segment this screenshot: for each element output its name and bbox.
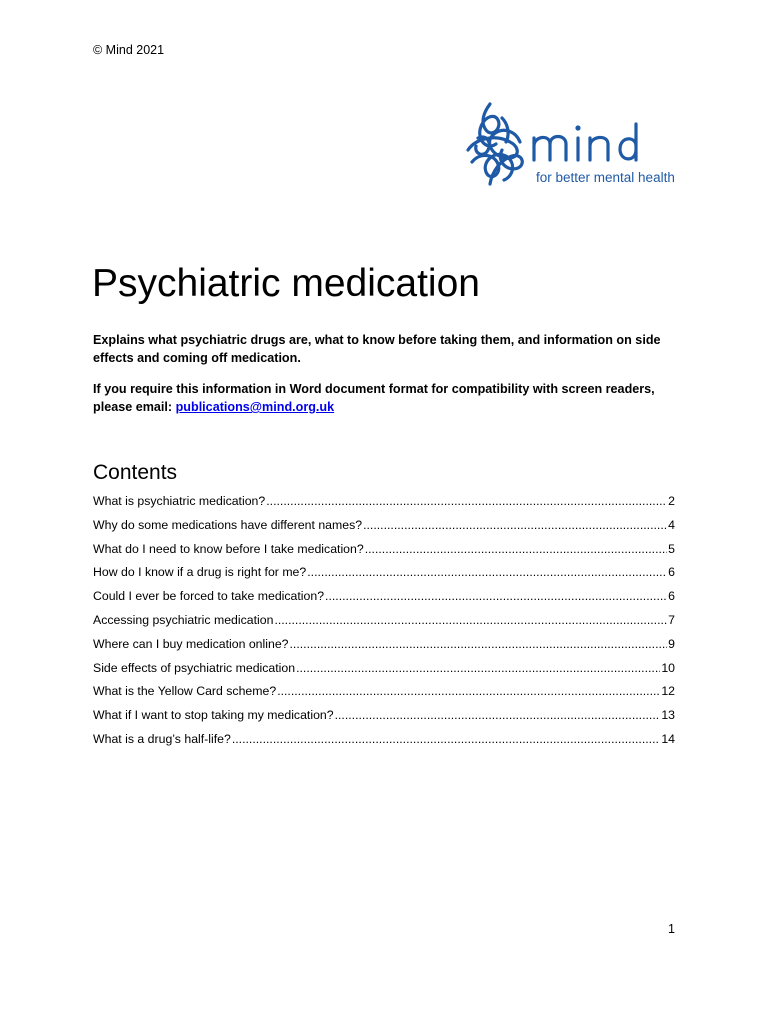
toc-entry-page: 12 [661, 684, 675, 699]
toc-entry-page: 4 [668, 517, 675, 532]
toc-entry-label: How do I know if a drug is right for me? [93, 565, 307, 580]
toc-leader-dots [232, 728, 660, 752]
toc-entry-label: What if I want to stop taking my medication? [93, 708, 334, 723]
toc-leader-dots [277, 680, 660, 704]
toc-entry[interactable] [93, 728, 675, 752]
toc-leader-dots [307, 561, 667, 585]
toc-entry-label: Could I ever be forced to take medication? [93, 589, 325, 604]
toc-entry[interactable] [93, 514, 675, 538]
toc-entry-page: 13 [661, 708, 675, 723]
intro-section [93, 331, 683, 429]
toc-leader-dots [266, 490, 667, 514]
toc-entry[interactable] [93, 680, 675, 704]
toc-entry-page: 6 [668, 589, 675, 604]
toc-entry-page: 10 [661, 660, 675, 675]
copyright-notice: © Mind 2021 [93, 43, 165, 57]
toc-entry-page: 7 [668, 612, 675, 627]
toc-entry[interactable] [93, 561, 675, 585]
toc-entry[interactable] [93, 585, 675, 609]
toc-leader-dots [296, 657, 660, 681]
mind-logo [462, 98, 678, 194]
toc-entry-label: What is psychiatric medication? [93, 494, 266, 508]
toc-entry-label: Why do some medications have different names? [93, 517, 363, 532]
toc-leader-dots [335, 704, 661, 728]
logo-tagline: for better mental health [536, 170, 675, 185]
toc-entry-label: What is the Yellow Card scheme? [93, 684, 277, 699]
toc-leader-dots [365, 538, 667, 562]
toc-entry[interactable] [93, 657, 675, 681]
toc-entry[interactable] [93, 633, 675, 657]
toc-entry-label: Where can I buy medication online? [93, 636, 289, 651]
toc-leader-dots [325, 585, 667, 609]
toc-leader-dots [363, 514, 667, 538]
contents-heading: Contents [93, 461, 178, 484]
accessibility-paragraph [93, 380, 683, 416]
toc-entry-page: 5 [668, 541, 675, 556]
toc-entry-page: 6 [668, 565, 675, 580]
toc-entry-label: What do I need to know before I take medication? [93, 541, 364, 556]
toc-leader-dots [274, 609, 667, 633]
toc-entry-label: Side effects of psychiatric medication [93, 660, 296, 675]
toc-entry-label: Accessing psychiatric medication [93, 612, 274, 627]
toc-entry-page: 14 [661, 731, 675, 746]
toc-entry[interactable] [93, 704, 675, 728]
toc-entry-page: 9 [668, 636, 675, 651]
intro-paragraph: Explains what psychiatric drugs are, what to know before taking them, and information on side effects and coming off medication. [93, 333, 661, 365]
toc-entry[interactable] [93, 609, 675, 633]
toc-entry[interactable] [93, 538, 675, 562]
email-link[interactable]: publications@mind.org.uk [175, 400, 335, 414]
table-of-contents [93, 490, 675, 752]
toc-entry[interactable] [93, 490, 675, 514]
page-number: 1 [668, 922, 675, 936]
toc-entry-label: What is a drug’s half-life? [93, 731, 231, 746]
toc-leader-dots [290, 633, 668, 657]
document-title: Psychiatric medication [92, 262, 480, 305]
accessibility-text: If you require this information in Word document format for compatibility with screen readers, please email: [93, 382, 655, 414]
toc-entry-page: 2 [668, 494, 675, 508]
